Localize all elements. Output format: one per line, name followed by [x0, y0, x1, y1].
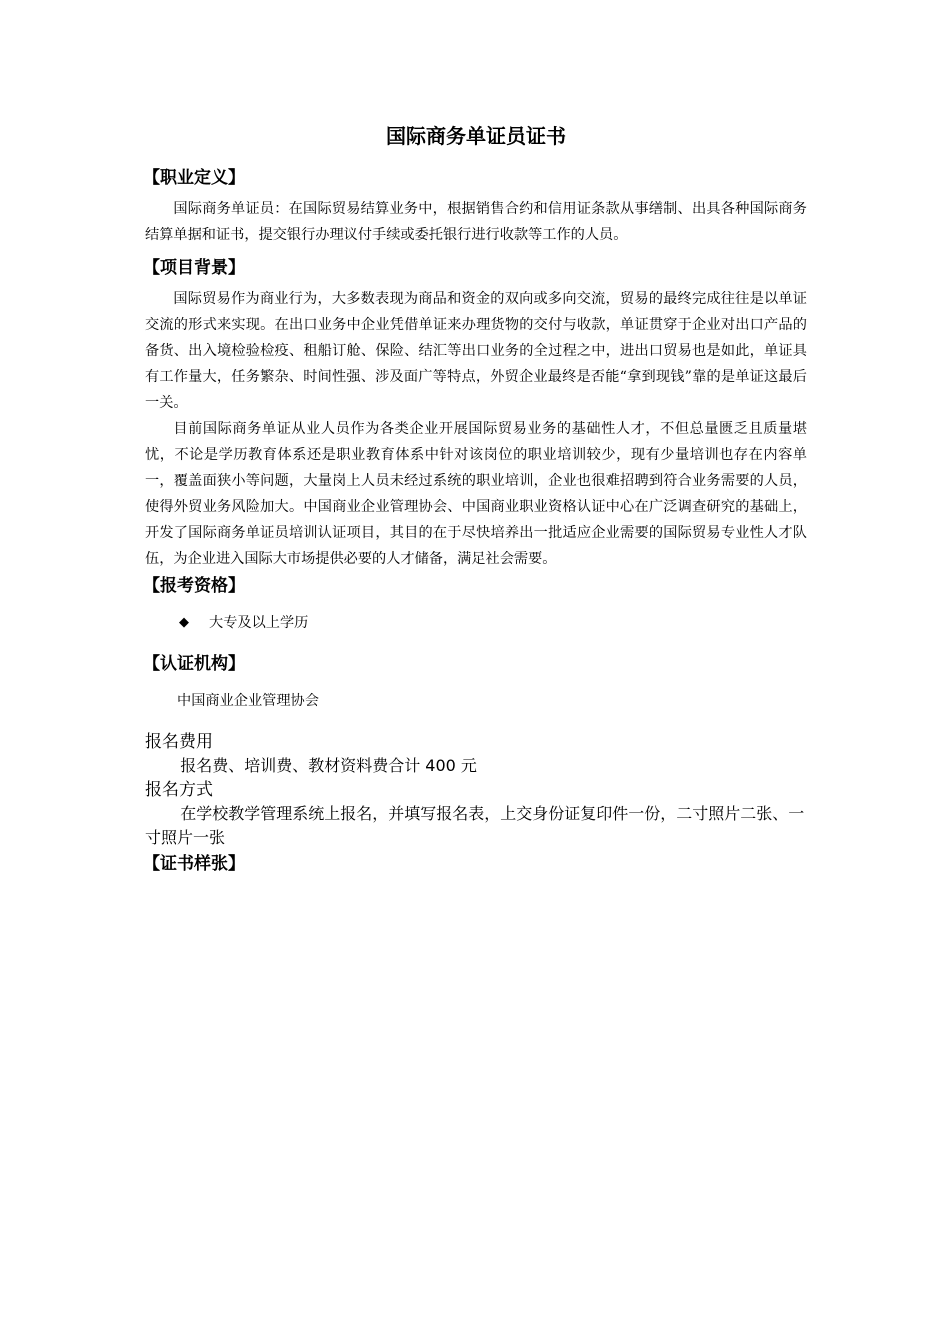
fee-heading: 报名费用 [145, 732, 213, 752]
eligibility-item [179, 612, 807, 634]
page-title: 国际商务单证员证书 [386, 124, 566, 148]
fee-text: 报名费、培训费、教材资料费合计 400 元 [180, 756, 477, 775]
sample-heading: 【证书样张】 [143, 854, 245, 874]
eligibility-heading: 【报考资格】 [143, 576, 245, 596]
background-heading: 【项目背景】 [143, 258, 245, 278]
background-paragraph-1: 国际贸易作为商业行为，大多数表现为商品和资金的双向或多向交流，贸易的最终完成往往是以单证交流的形式来实现。在出口业务中企业凭借单证来办理货物的交付与收款，单证贯穿于企业对出口产品的备货、出入境检验检疫、租船订舱、保险、结汇等出口业务的全过程之中，进出口贸易也是如此，单证具有工作量大，任务繁杂、时间性强、涉及面广等特点，外贸企业最终是否能“拿到现钱”靠的是单证这最后一关。 [145, 291, 807, 411]
document-page [145, 120, 807, 882]
certifier-heading: 【认证机构】 [143, 654, 245, 674]
method-heading: 报名方式 [145, 780, 213, 800]
background-paragraph-2: 目前国际商务单证从业人员作为各类企业开展国际贸易业务的基础性人才，不但总量匮乏且质量堪忧，不论是学历教育体系还是职业教育体系中针对该岗位的职业培训较少，现有少量培训也存在内容单一，覆盖面狭小等问题，大量岗上人员未经过系统的职业培训，企业也很难招聘到符合业务需要的人员，使得外贸业务风险加大。中国商业企业管理协会、中国商业职业资格认证中心在广泛调查研究的基础上，开发了国际商务单证员培训认证项目，其目的在于尽快培养出一批适应企业需要的国际贸易专业性人才队伍，为企业进入国际大市场提供必要的人才储备，满足社会需要。 [145, 421, 807, 567]
definition-paragraph: 国际商务单证员：在国际贸易结算业务中，根据销售合约和信用证条款从事缮制、出具各种国际商务结算单据和证书，提交银行办理议付手续或委托银行进行收款等工作的人员。 [145, 201, 807, 243]
definition-heading: 【职业定义】 [143, 168, 245, 188]
method-text: 在学校教学管理系统上报名，并填写报名表，上交身份证复印件一份，二寸照片二张、一寸照片一张 [145, 804, 805, 847]
diamond-bullet-icon: ◆ [179, 615, 189, 630]
certifier-text: 中国商业企业管理协会 [177, 693, 319, 709]
eligibility-item-text: 大专及以上学历 [209, 615, 309, 631]
